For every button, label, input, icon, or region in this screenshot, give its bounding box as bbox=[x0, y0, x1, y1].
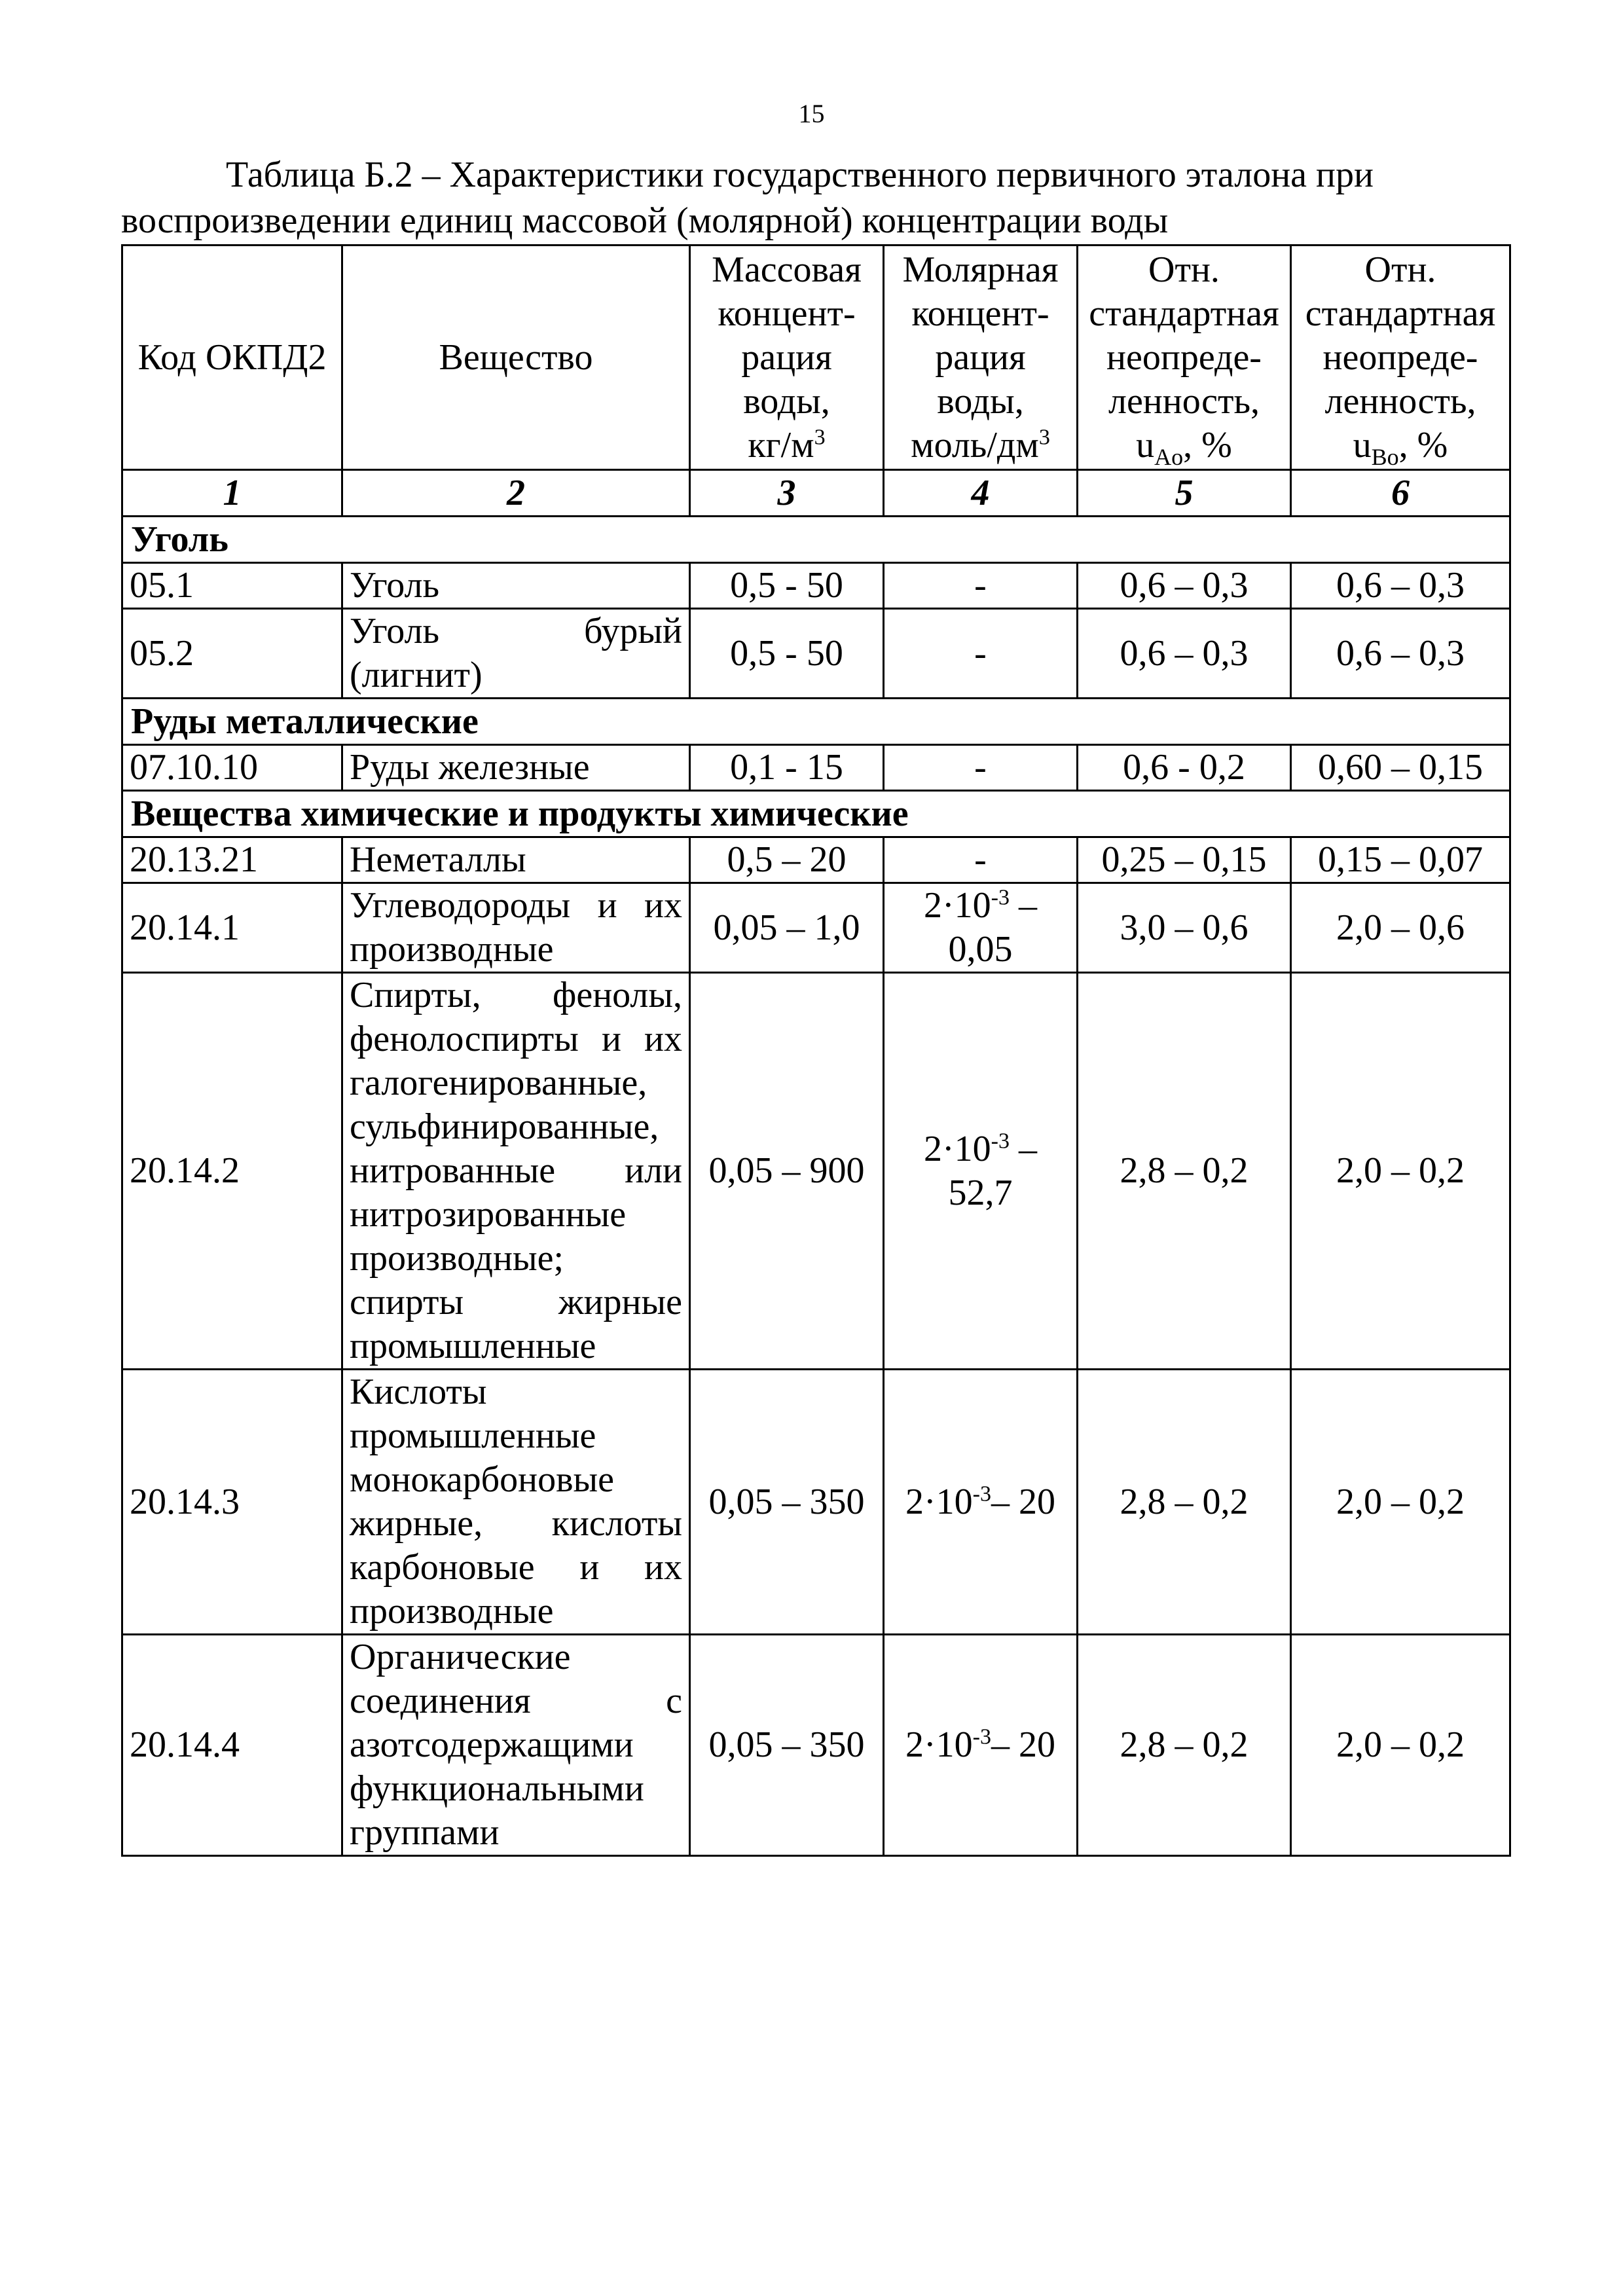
cell-uncertainty-a: 0,6 – 0,3 bbox=[1078, 609, 1291, 699]
data-table bbox=[121, 244, 1511, 1857]
cell-code: 20.14.3 bbox=[122, 1370, 342, 1635]
cell-code: 20.14.2 bbox=[122, 973, 342, 1370]
column-number: 2 bbox=[342, 470, 690, 517]
column-number: 1 bbox=[122, 470, 342, 517]
table-row bbox=[122, 609, 1510, 699]
cell-mass: 0,5 - 50 bbox=[690, 609, 884, 699]
header-uncertainty-b: Отн. стандартная неопреде-ленность, $u_{Bo}$, % bbox=[1291, 246, 1510, 470]
cell-code: 05.1 bbox=[122, 563, 342, 609]
cell-mass: 0,1 - 15 bbox=[690, 745, 884, 791]
cell-mass: 0,05 – 900 bbox=[690, 973, 884, 1370]
header-mass-concentration: Массовая концент-рация воды, $кг/м^3$ bbox=[690, 246, 884, 470]
column-number-row bbox=[122, 470, 1510, 517]
page-number: 15 bbox=[798, 99, 825, 128]
cell-uncertainty-b: 0,15 – 0,07 bbox=[1291, 837, 1510, 883]
cell-mass: 0,05 – 350 bbox=[690, 1370, 884, 1635]
cell-uncertainty-b: 2,0 – 0,2 bbox=[1291, 1370, 1510, 1635]
section-row bbox=[122, 791, 1510, 837]
cell-substance: Неметаллы bbox=[342, 837, 690, 883]
cell-uncertainty-a: 2,8 – 0,2 bbox=[1078, 1635, 1291, 1856]
cell-code: 20.14.1 bbox=[122, 883, 342, 973]
section-row bbox=[122, 517, 1510, 563]
cell-substance: Органические соединения с азотсодержащими функциональными группами bbox=[342, 1635, 690, 1856]
cell-molar: $2\cdot 10^{-3}-$ 20 bbox=[884, 1635, 1078, 1856]
cell-substance: Кислоты промышленные монокарбоновые жирные, кислоты карбоновые и их производные bbox=[342, 1370, 690, 1635]
column-number: 4 bbox=[884, 470, 1078, 517]
cell-molar: $2\cdot 10^{-3} - 0,05$ bbox=[884, 883, 1078, 973]
table-row bbox=[122, 1635, 1510, 1856]
cell-code: 07.10.10 bbox=[122, 745, 342, 791]
cell-molar: - bbox=[884, 563, 1078, 609]
cell-uncertainty-b: 2,0 – 0,2 bbox=[1291, 973, 1510, 1370]
cell-uncertainty-a: 0,6 – 0,3 bbox=[1078, 563, 1291, 609]
cell-molar: $2\cdot 10^{-3}-$ 20 bbox=[884, 1370, 1078, 1635]
header-substance: Вещество bbox=[342, 246, 690, 470]
cell-molar: - bbox=[884, 609, 1078, 699]
cell-uncertainty-b: 0,6 – 0,3 bbox=[1291, 563, 1510, 609]
table-row bbox=[122, 745, 1510, 791]
cell-uncertainty-b: 0,6 – 0,3 bbox=[1291, 609, 1510, 699]
cell-uncertainty-a: 0,25 – 0,15 bbox=[1078, 837, 1291, 883]
cell-uncertainty-b: 2,0 – 0,6 bbox=[1291, 883, 1510, 973]
table-row bbox=[122, 1370, 1510, 1635]
cell-code: 20.13.21 bbox=[122, 837, 342, 883]
caption-line-1: Таблица Б.2 – Характеристики государственного первичного эталона при bbox=[226, 155, 1374, 195]
cell-mass: 0,05 – 1,0 bbox=[690, 883, 884, 973]
section-title: Вещества химические и продукты химические bbox=[122, 791, 1510, 837]
cell-mass: 0,5 - 50 bbox=[690, 563, 884, 609]
column-number: 6 bbox=[1291, 470, 1510, 517]
cell-uncertainty-b: 2,0 – 0,2 bbox=[1291, 1635, 1510, 1856]
cell-substance: Углеводороды и их производные bbox=[342, 883, 690, 973]
cell-molar: $2\cdot 10^{-3} - 52,7$ bbox=[884, 973, 1078, 1370]
cell-uncertainty-a: 3,0 – 0,6 bbox=[1078, 883, 1291, 973]
header-uncertainty-a: Отн. стандартная неопреде-ленность, $u_{Ao}$, % bbox=[1078, 246, 1291, 470]
table-caption bbox=[121, 152, 1503, 244]
section-title: Руды металлические bbox=[122, 699, 1510, 745]
column-number: 5 bbox=[1078, 470, 1291, 517]
table-row bbox=[122, 973, 1510, 1370]
table-row bbox=[122, 563, 1510, 609]
column-number: 3 bbox=[690, 470, 884, 517]
caption-line-2: воспроизведении единиц массовой (молярной) концентрации воды bbox=[121, 200, 1169, 241]
table-row bbox=[122, 837, 1510, 883]
header-molar-concentration: Молярная концент-рация воды, моль/$дм^3$ bbox=[884, 246, 1078, 470]
header-code: Код ОКПД2 bbox=[122, 246, 342, 470]
cell-molar: - bbox=[884, 837, 1078, 883]
table-row bbox=[122, 883, 1510, 973]
cell-uncertainty-a: 2,8 – 0,2 bbox=[1078, 1370, 1291, 1635]
cell-mass: 0,05 – 350 bbox=[690, 1635, 884, 1856]
section-title: Уголь bbox=[122, 517, 1510, 563]
cell-molar: - bbox=[884, 745, 1078, 791]
cell-code: 05.2 bbox=[122, 609, 342, 699]
cell-substance: Уголь бурый (лигнит) bbox=[342, 609, 690, 699]
cell-mass: 0,5 – 20 bbox=[690, 837, 884, 883]
section-row bbox=[122, 699, 1510, 745]
cell-substance: Спирты, фенолы, фенолоспирты и их галогенированные, сульфинированные, нитрованные или нитрозированные производные; спирты жирные промышленные bbox=[342, 973, 690, 1370]
cell-uncertainty-b: 0,60 – 0,15 bbox=[1291, 745, 1510, 791]
cell-uncertainty-a: 2,8 – 0,2 bbox=[1078, 973, 1291, 1370]
cell-code: 20.14.4 bbox=[122, 1635, 342, 1856]
cell-substance: Уголь bbox=[342, 563, 690, 609]
header-row bbox=[122, 246, 1510, 470]
cell-uncertainty-a: 0,6 - 0,2 bbox=[1078, 745, 1291, 791]
cell-substance: Руды железные bbox=[342, 745, 690, 791]
